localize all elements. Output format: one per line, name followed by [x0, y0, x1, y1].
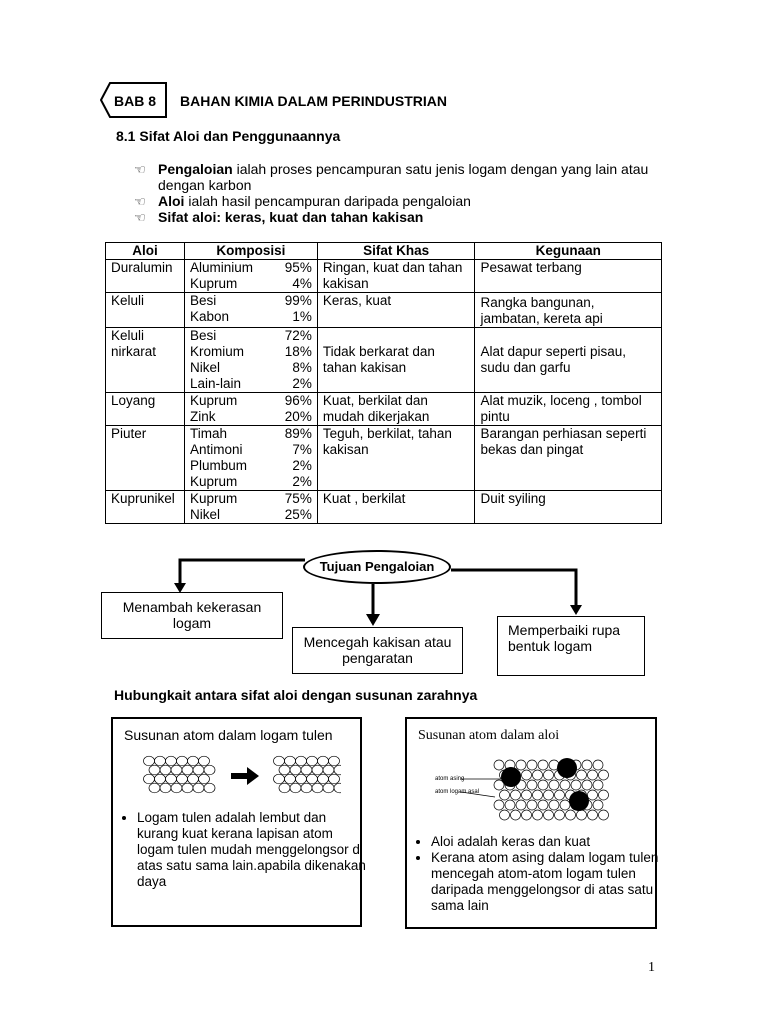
definition-item: ☜ Sifat aloi: keras, kuat dan tahan kakisan — [134, 209, 424, 225]
atom — [593, 760, 603, 770]
atom — [307, 774, 318, 784]
atom — [144, 756, 155, 766]
atom — [549, 780, 559, 790]
alloy-table — [105, 242, 662, 524]
alloy-panel — [405, 717, 657, 929]
cell-alloy: Duralumin — [106, 260, 185, 293]
atom — [522, 790, 532, 800]
atom — [188, 756, 199, 766]
list-item: • Logam tulen adalah lembut dan kurang kuat kerana lapisan atom logam tulen mudah menggelongsor di atas satu sama lain.apabila dikenakan daya — [137, 810, 369, 890]
atom — [522, 810, 532, 820]
column-header: Kegunaan — [475, 243, 662, 260]
flow-box-corrosion: Mencegah kakisan atau pengaratan — [292, 627, 463, 674]
cell-usage: Duit syiling — [475, 491, 662, 524]
atom — [544, 770, 554, 780]
atom — [204, 783, 215, 793]
arrow-head — [570, 605, 582, 615]
atom — [312, 783, 323, 793]
pointing-hand-icon: ☜ — [134, 210, 146, 225]
atom — [599, 770, 609, 780]
list-item: • Aloi adalah keras dan kuat — [431, 834, 667, 850]
atom — [334, 783, 341, 793]
atom — [329, 756, 340, 766]
atom — [323, 765, 334, 775]
atom — [199, 774, 210, 784]
cell-composition: Besi 99% Kabon 1% — [184, 293, 317, 328]
atom — [144, 774, 155, 784]
atom — [199, 756, 210, 766]
table-header-row — [106, 243, 662, 260]
cell-alloy: Keluli nirkarat — [106, 328, 185, 393]
cell-alloy: Piuter — [106, 426, 185, 491]
arrow-right-icon — [231, 767, 259, 785]
atom — [538, 800, 548, 810]
table-row — [106, 491, 662, 524]
cell-alloy: Kuprunikel — [106, 491, 185, 524]
atom — [511, 810, 521, 820]
atom — [301, 765, 312, 775]
cell-composition: Kuprum 75% Nikel 25% — [184, 491, 317, 524]
cell-property: Tidak berkarat dan tahan kakisan — [317, 328, 475, 393]
list-item: • Kerana atom asing dalam logam tulen mencegah atom-atom logam tulen daripada menggelongsor di atas satu sama lain — [431, 850, 667, 914]
flow-box-appearance: Memperbaiki rupa bentuk logam — [497, 616, 645, 676]
atom — [544, 810, 554, 820]
atom — [516, 800, 526, 810]
atom — [149, 765, 160, 775]
atom — [533, 790, 543, 800]
atom — [329, 774, 340, 784]
atom — [177, 774, 188, 784]
cell-composition: Timah 89% Antimoni 7% Plumbum 2% Kuprum 2% — [184, 426, 317, 491]
atom — [549, 800, 559, 810]
label-host-atom: atom logam asal — [435, 789, 480, 795]
atom — [516, 760, 526, 770]
atom — [188, 774, 199, 784]
atom — [500, 810, 510, 820]
cell-property: Ringan, kuat dan tahan kakisan — [317, 260, 475, 293]
atom — [588, 770, 598, 780]
atom — [204, 765, 215, 775]
atom — [301, 783, 312, 793]
cell-usage: Alat muzik, loceng , tombol pintu — [475, 393, 662, 426]
atom — [560, 780, 570, 790]
atom — [274, 756, 285, 766]
atom — [522, 770, 532, 780]
atom — [588, 810, 598, 820]
section-title: 8.1 Sifat Aloi dan Penggunaannya — [116, 128, 341, 144]
atom — [494, 800, 504, 810]
atom — [296, 756, 307, 766]
cell-property: Kuat, berkilat dan mudah dikerjakan — [317, 393, 475, 426]
flow-center-oval: Tujuan Pengaloian — [303, 550, 451, 584]
flow-box-hardness: Menambah kekerasan logam — [101, 592, 283, 639]
atom — [160, 783, 171, 793]
cell-property: Keras, kuat — [317, 293, 475, 328]
definition-item: ☜ Pengaloian ialah proses pencampuran satu jenis logam dengan yang lain atau — [134, 161, 649, 177]
atom — [290, 783, 301, 793]
atom — [527, 780, 537, 790]
atom — [500, 790, 510, 800]
atom — [571, 780, 581, 790]
atom — [166, 756, 177, 766]
cell-composition: Aluminium 95% Kuprum 4% — [184, 260, 317, 293]
atom — [560, 800, 570, 810]
atom — [555, 810, 565, 820]
atom — [296, 774, 307, 784]
atom — [588, 790, 598, 800]
cell-property: Kuat , berkilat — [317, 491, 475, 524]
cell-composition: Besi 72% Kromium 18% Nikel 8% Lain-lain 2% — [184, 328, 317, 393]
atom — [533, 810, 543, 820]
atom — [599, 790, 609, 800]
page-number: 1 — [648, 960, 655, 975]
pure-metal-panel — [111, 717, 366, 927]
pure-metal-atoms-slid — [274, 756, 342, 793]
chapter-title: BAHAN KIMIA DALAM PERINDUSTRIAN — [180, 93, 448, 109]
atom — [285, 774, 296, 784]
table-row — [106, 426, 662, 491]
cell-composition: Kuprum 96% Zink 20% — [184, 393, 317, 426]
atom — [307, 756, 318, 766]
atom — [544, 790, 554, 800]
atom — [274, 774, 285, 784]
atom — [182, 783, 193, 793]
table-row — [106, 260, 662, 293]
atom — [193, 783, 204, 793]
label-foreign-atom: atom asing — [435, 776, 465, 782]
atom — [593, 780, 603, 790]
atom — [505, 800, 515, 810]
atom — [527, 760, 537, 770]
atom — [538, 780, 548, 790]
table-row — [106, 328, 662, 393]
definition-item: ☜ Aloi ialah hasil pencampuran daripada pengaloian — [134, 193, 471, 209]
cell-alloy: Keluli — [106, 293, 185, 328]
column-header: Aloi — [106, 243, 185, 260]
atom — [555, 790, 565, 800]
atom — [533, 770, 543, 780]
atom — [285, 756, 296, 766]
definition-continuation: dengan karbon — [158, 177, 252, 193]
atom — [160, 765, 171, 775]
pure-metal-atoms — [144, 756, 216, 793]
atom — [323, 783, 334, 793]
foreign-atom — [569, 791, 589, 811]
atom — [279, 783, 290, 793]
pointing-hand-icon: ☜ — [134, 162, 146, 177]
atom — [577, 770, 587, 780]
foreign-atom — [501, 767, 521, 787]
arrow-head — [366, 614, 380, 626]
alloy-atoms — [494, 758, 609, 820]
atom — [566, 810, 576, 820]
definition-list — [134, 161, 694, 225]
table-row — [106, 293, 662, 328]
atom — [582, 780, 592, 790]
atom — [318, 756, 329, 766]
atom — [166, 774, 177, 784]
atom-arrangement-diagram — [135, 753, 341, 799]
atom — [193, 765, 204, 775]
atom — [155, 774, 166, 784]
panel-heading: Susunan atom dalam aloi — [418, 728, 560, 743]
chapter-badge: BAB 8 — [114, 93, 157, 109]
foreign-atom — [557, 758, 577, 778]
atom — [177, 756, 188, 766]
atom — [182, 765, 193, 775]
atom — [290, 765, 301, 775]
cell-alloy: Loyang — [106, 393, 185, 426]
atom — [318, 774, 329, 784]
atom — [538, 760, 548, 770]
atom — [171, 765, 182, 775]
atom — [527, 800, 537, 810]
cell-usage: Pesawat terbang — [475, 260, 662, 293]
atom — [155, 756, 166, 766]
atom — [577, 810, 587, 820]
atom — [599, 810, 609, 820]
atom — [511, 790, 521, 800]
cell-usage: Barangan perhiasan seperti bekas dan pingat — [475, 426, 662, 491]
table-row — [106, 393, 662, 426]
pointing-hand-icon: ☜ — [134, 194, 146, 209]
alloy-atom-diagram — [433, 757, 633, 823]
atom — [582, 760, 592, 770]
section2-title: Hubungkait antara sifat aloi dengan susunan zarahnya — [114, 687, 478, 703]
atom — [334, 765, 341, 775]
atom — [593, 800, 603, 810]
panel-heading: Susunan atom dalam logam tulen — [124, 727, 333, 743]
cell-usage: Alat dapur seperti pisau, sudu dan garfu — [475, 328, 662, 393]
atom — [171, 783, 182, 793]
atom — [149, 783, 160, 793]
column-header: Komposisi — [184, 243, 317, 260]
cell-usage: Rangka bangunan, jambatan, kereta api — [475, 293, 662, 328]
atom — [279, 765, 290, 775]
atom — [494, 760, 504, 770]
cell-property: Teguh, berkilat, tahan kakisan — [317, 426, 475, 491]
atom — [312, 765, 323, 775]
column-header: Sifat Khas — [317, 243, 475, 260]
